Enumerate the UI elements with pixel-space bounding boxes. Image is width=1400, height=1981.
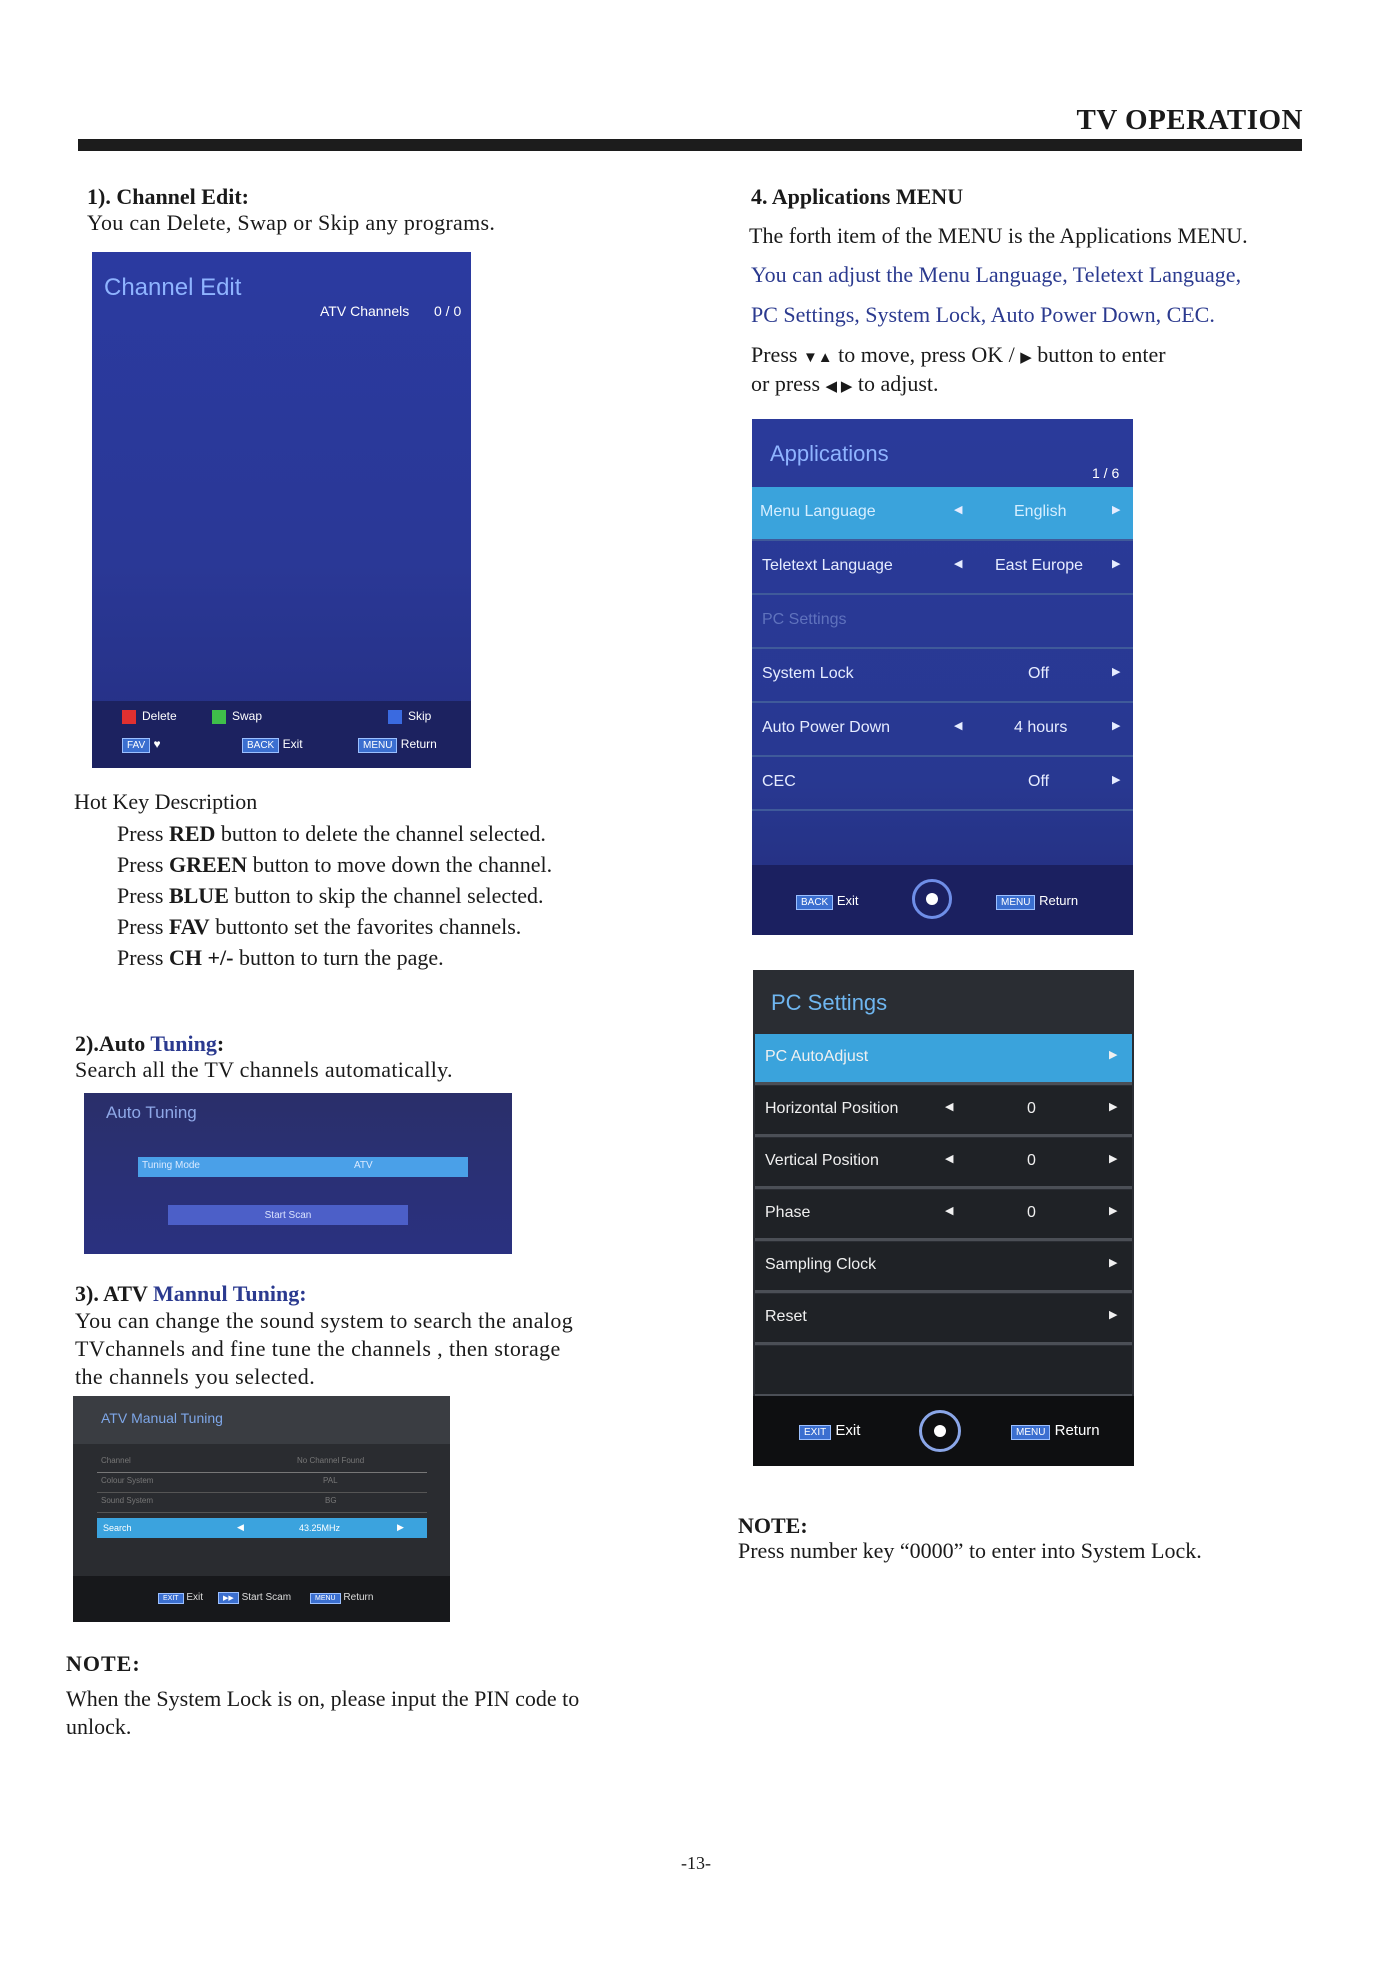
- hotkey-item: Press GREEN button to move down the channel.: [117, 852, 553, 877]
- delete-hint: Delete: [122, 709, 177, 724]
- applications-screen-title: Applications: [770, 441, 889, 466]
- pc-settings-title-bar: [753, 970, 1134, 1034]
- atv-channels-label: ATV Channels: [320, 303, 410, 319]
- applications-screen: [752, 419, 1133, 935]
- channel-edit-screen: [92, 252, 471, 768]
- applications-heading: 4. Applications MENU: [751, 184, 964, 209]
- exit-hint: EXIT Exit: [799, 1422, 860, 1440]
- return-hint: MENU Return: [310, 1592, 373, 1604]
- reset-row[interactable]: Reset ▶: [755, 1294, 1132, 1345]
- page-number: -13-: [681, 1853, 711, 1873]
- start-scan-button[interactable]: Start Scan: [168, 1205, 408, 1225]
- pc-settings-screen: [753, 970, 1134, 1466]
- atv-manual-title-bar: [73, 1396, 450, 1444]
- right-arrow-icon: ▶: [1109, 1049, 1118, 1061]
- pc-settings-row[interactable]: PC Settings: [752, 595, 1133, 649]
- channel-edit-desc: You can Delete, Swap or Skip any programs.: [87, 210, 496, 235]
- system-lock-row[interactable]: System Lock Off ▶: [752, 649, 1133, 703]
- horizontal-position-row[interactable]: Horizontal Position ◀ 0 ▶: [755, 1086, 1132, 1137]
- right-arrow-icon: ▶: [1112, 558, 1121, 570]
- tuning-mode-label: Tuning Mode: [142, 1160, 200, 1171]
- right-arrow-icon: ▶: [397, 1522, 404, 1532]
- vertical-position-row[interactable]: Vertical Position ◀ 0 ▶: [755, 1138, 1132, 1189]
- right-arrow-icon: ▶: [1112, 774, 1121, 786]
- left-right-arrows-icon: ◀ ▶: [825, 379, 853, 395]
- applications-nav-line: Press ▼▲ to move, press OK / ▶ button to enter: [751, 342, 1166, 367]
- applications-line: You can adjust the Menu Language, Teletext Language,: [751, 262, 1242, 287]
- auto-power-down-row[interactable]: Auto Power Down ◀ 4 hours ▶: [752, 703, 1133, 757]
- channel-edit-heading: 1). Channel Edit:: [87, 184, 249, 209]
- atv-manual-desc-line: TVchannels and fine tune the channels , then storage: [75, 1336, 561, 1361]
- hotkey-item: Press BLUE button to skip the channel selected.: [117, 883, 544, 908]
- hotkey-list: [117, 820, 552, 975]
- right-arrow-icon: ▶: [1020, 350, 1032, 366]
- atv-manual-desc-line: the channels you selected.: [75, 1364, 316, 1389]
- teletext-language-row[interactable]: Teletext Language ◀ East Europe ▶: [752, 541, 1133, 595]
- header-rule: [78, 139, 1302, 151]
- left-arrow-icon: ◀: [954, 504, 963, 516]
- skip-hint: Skip: [388, 709, 431, 724]
- red-key-icon: [122, 710, 136, 724]
- right-arrow-icon: ▶: [1109, 1153, 1118, 1165]
- right-arrow-icon: ▶: [1109, 1101, 1118, 1113]
- hotkey-item: Press CH +/- button to turn the page.: [117, 945, 444, 970]
- applications-line: PC Settings, System Lock, Auto Power Down, CEC.: [751, 302, 1215, 327]
- atv-manual-footer: [73, 1576, 450, 1622]
- hotkey-title: Hot Key Description: [74, 789, 258, 814]
- green-key-icon: [212, 710, 226, 724]
- return-hint: MENU Return: [1011, 1422, 1100, 1440]
- note-left-title: NOTE:: [66, 1651, 141, 1676]
- pc-settings-title: PC Settings: [771, 990, 888, 1015]
- right-arrow-icon: ▶: [1109, 1309, 1118, 1321]
- atv-manual-desc-line: You can change the sound system to search the analog: [75, 1308, 574, 1333]
- cec-row[interactable]: CEC Off ▶: [752, 757, 1133, 811]
- pc-settings-footer: [753, 1396, 1134, 1466]
- right-arrow-icon: ▶: [1112, 504, 1121, 516]
- atv-row: Channel No Channel Found: [97, 1456, 427, 1473]
- atv-manual-screen: [73, 1396, 450, 1622]
- note-left-line: When the System Lock is on, please input the PIN code to: [66, 1686, 580, 1711]
- left-arrow-icon: ◀: [945, 1153, 954, 1165]
- swap-hint: Swap: [212, 709, 262, 724]
- note-right-text: Press number key “0000” to enter into System Lock.: [738, 1538, 1202, 1563]
- left-arrow-icon: ◀: [954, 558, 963, 570]
- atv-manual-screen-title: ATV Manual Tuning: [101, 1410, 223, 1426]
- applications-nav-line: or press ◀ ▶ to adjust.: [751, 371, 939, 396]
- right-arrow-icon: ▶: [1109, 1257, 1118, 1269]
- search-row[interactable]: Search ◀ 43.25MHz ▶: [97, 1518, 427, 1538]
- return-hint: MENU Return: [358, 737, 437, 753]
- auto-tuning-screen: [84, 1093, 512, 1254]
- applications-line: The forth item of the MENU is the Applications MENU.: [749, 223, 1248, 248]
- note-left-line: unlock.: [66, 1714, 132, 1739]
- start-scan-hint: ▶▶ Start Scam: [218, 1592, 291, 1604]
- dpad-icon: [919, 1410, 961, 1452]
- blue-key-icon: [388, 710, 402, 724]
- exit-hint: EXIT Exit: [158, 1592, 203, 1604]
- right-arrow-icon: ▶: [1109, 1205, 1118, 1217]
- left-arrow-icon: ◀: [237, 1522, 244, 1532]
- atv-manual-desc: [75, 1307, 573, 1391]
- channel-edit-screen-title: Channel Edit: [104, 274, 242, 301]
- atv-row: Sound System BG: [97, 1496, 427, 1513]
- channel-count: 0 / 0: [434, 303, 462, 319]
- applications-footer: [752, 865, 1133, 935]
- fav-hint: FAV ♥: [122, 737, 161, 753]
- hotkey-item: Press FAV buttonto set the favorites channels.: [117, 914, 522, 939]
- menu-language-row[interactable]: Menu Language ◀ English ▶: [752, 487, 1133, 541]
- exit-hint: BACK Exit: [242, 737, 303, 753]
- phase-row[interactable]: Phase ◀ 0 ▶: [755, 1190, 1132, 1241]
- sampling-clock-row[interactable]: Sampling Clock ▶: [755, 1242, 1132, 1293]
- empty-row: [755, 1346, 1132, 1397]
- atv-manual-heading: 3). ATV Mannul Tuning:: [75, 1281, 307, 1306]
- auto-tuning-desc: Search all the TV channels automatically.: [75, 1057, 453, 1082]
- down-up-arrows-icon: ▼▲: [802, 350, 833, 366]
- left-arrow-icon: ◀: [945, 1205, 954, 1217]
- dpad-icon: [912, 879, 952, 919]
- note-right-title: NOTE:: [738, 1513, 808, 1538]
- exit-hint: BACK Exit: [796, 893, 859, 910]
- page-indicator: 1 / 6: [1092, 465, 1120, 481]
- hotkey-item: Press RED button to delete the channel selected.: [117, 821, 546, 846]
- tuning-mode-row[interactable]: [138, 1157, 468, 1177]
- auto-tuning-screen-title: Auto Tuning: [106, 1103, 197, 1122]
- heart-icon: ♥: [153, 737, 161, 751]
- left-arrow-icon: ◀: [954, 720, 963, 732]
- right-arrow-icon: ▶: [1112, 666, 1121, 678]
- atv-row: Colour System PAL: [97, 1476, 427, 1493]
- left-arrow-icon: ◀: [945, 1101, 954, 1113]
- tuning-mode-value: ATV: [354, 1160, 373, 1171]
- channel-edit-footer: [92, 701, 471, 768]
- right-arrow-icon: ▶: [1112, 720, 1121, 732]
- return-hint: MENU Return: [996, 893, 1078, 910]
- page-header-title: TV OPERATION: [1076, 104, 1303, 136]
- auto-tuning-heading: 2).Auto Tuning:: [75, 1031, 225, 1056]
- pc-autoadjust-row[interactable]: PC AutoAdjust ▶: [755, 1034, 1132, 1085]
